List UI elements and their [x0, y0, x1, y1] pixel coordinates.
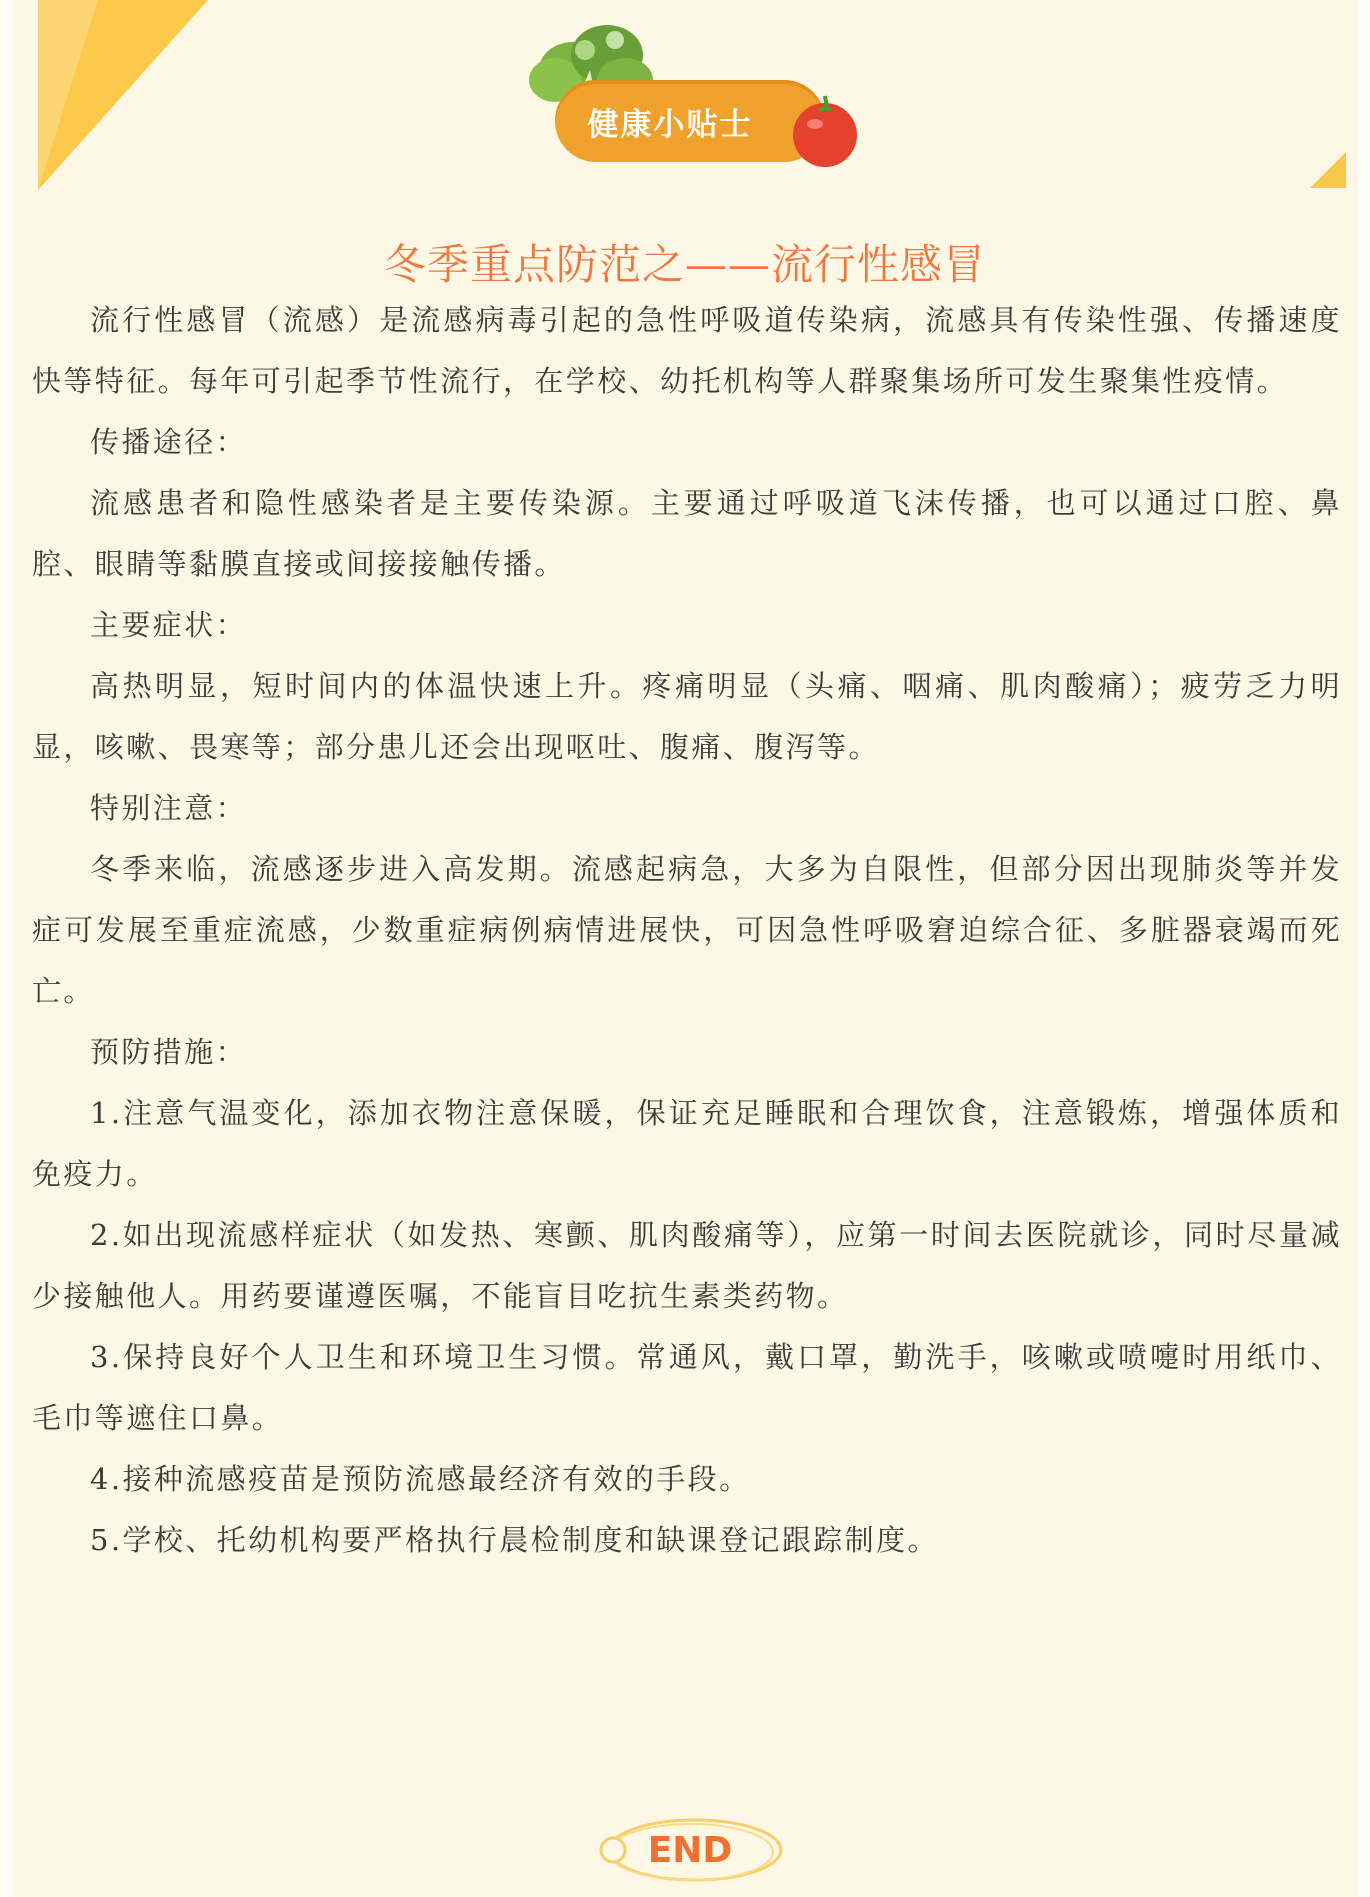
- corner-triangle: [1310, 152, 1346, 192]
- section-heading-prevention: 预防措施：: [90, 1035, 248, 1069]
- header-badge-group: [515, 10, 865, 170]
- article-body: [32, 290, 1342, 1571]
- section-heading-transmission: 传播途径：: [90, 425, 248, 459]
- prevention-item-4: 4.接种流感疫苗是预防流感最经济有效的手段。: [90, 1462, 751, 1496]
- article-title: 冬季重点防范之——流行性感冒: [383, 240, 986, 289]
- prevention-item-2: 2.如出现流感样症状（如发热、寒颤、肌肉酸痛等），应第一时间去医院就诊，同时尽量减少接触他人。用药要谨遵医嘱，不能盲目吃抗生素类药物。: [32, 1218, 1342, 1313]
- tomato-icon: [787, 90, 867, 170]
- end-marker: [595, 1812, 785, 1888]
- prevention-item-3: 3.保持良好个人卫生和环境卫生习惯。常通风，戴口罩，勤洗手，咳嗽或喷嚏时用纸巾、毛巾等遮住口鼻。: [32, 1340, 1342, 1435]
- symptoms-paragraph: 高热明显，短时间内的体温快速上升。疼痛明显（头痛、咽痛、肌肉酸痛）；疲劳乏力明显，咳嗽、畏寒等；部分患儿还会出现呕吐、腹痛、腹泻等。: [32, 669, 1342, 764]
- prevention-item-1: 1.注意气温变化，添加衣物注意保暖，保证充足睡眠和合理饮食，注意锻炼，增强体质和免疫力。: [32, 1096, 1342, 1191]
- badge-label: 健康小贴士: [555, 80, 825, 162]
- section-heading-symptoms: 主要症状：: [90, 608, 248, 642]
- transmission-paragraph: 流感患者和隐性感染者是主要传染源。主要通过呼吸道飞沫传播，也可以通过口腔、鼻腔、眼睛等黏膜直接或间接接触传播。: [32, 486, 1342, 581]
- prevention-item-5: 5.学校、托幼机构要严格执行晨检制度和缺课登记跟踪制度。: [90, 1523, 939, 1557]
- intro-paragraph: 流行性感冒（流感）是流感病毒引起的急性呼吸道传染病，流感具有传染性强、传播速度快等特征。每年可引起季节性流行，在学校、幼托机构等人群聚集场所可发生聚集性疫情。: [32, 303, 1342, 398]
- decorative-stripe: [38, 0, 218, 190]
- notice-paragraph: 冬季来临，流感逐步进入高发期。流感起病急，大多为自限性，但部分因出现肺炎等并发症可发展至重症流感，少数重症病例病情进展快，可因急性呼吸窘迫综合征、多脏器衰竭而死亡。: [32, 852, 1342, 1008]
- section-heading-notice: 特别注意：: [90, 791, 248, 825]
- end-label: END: [647, 1829, 733, 1871]
